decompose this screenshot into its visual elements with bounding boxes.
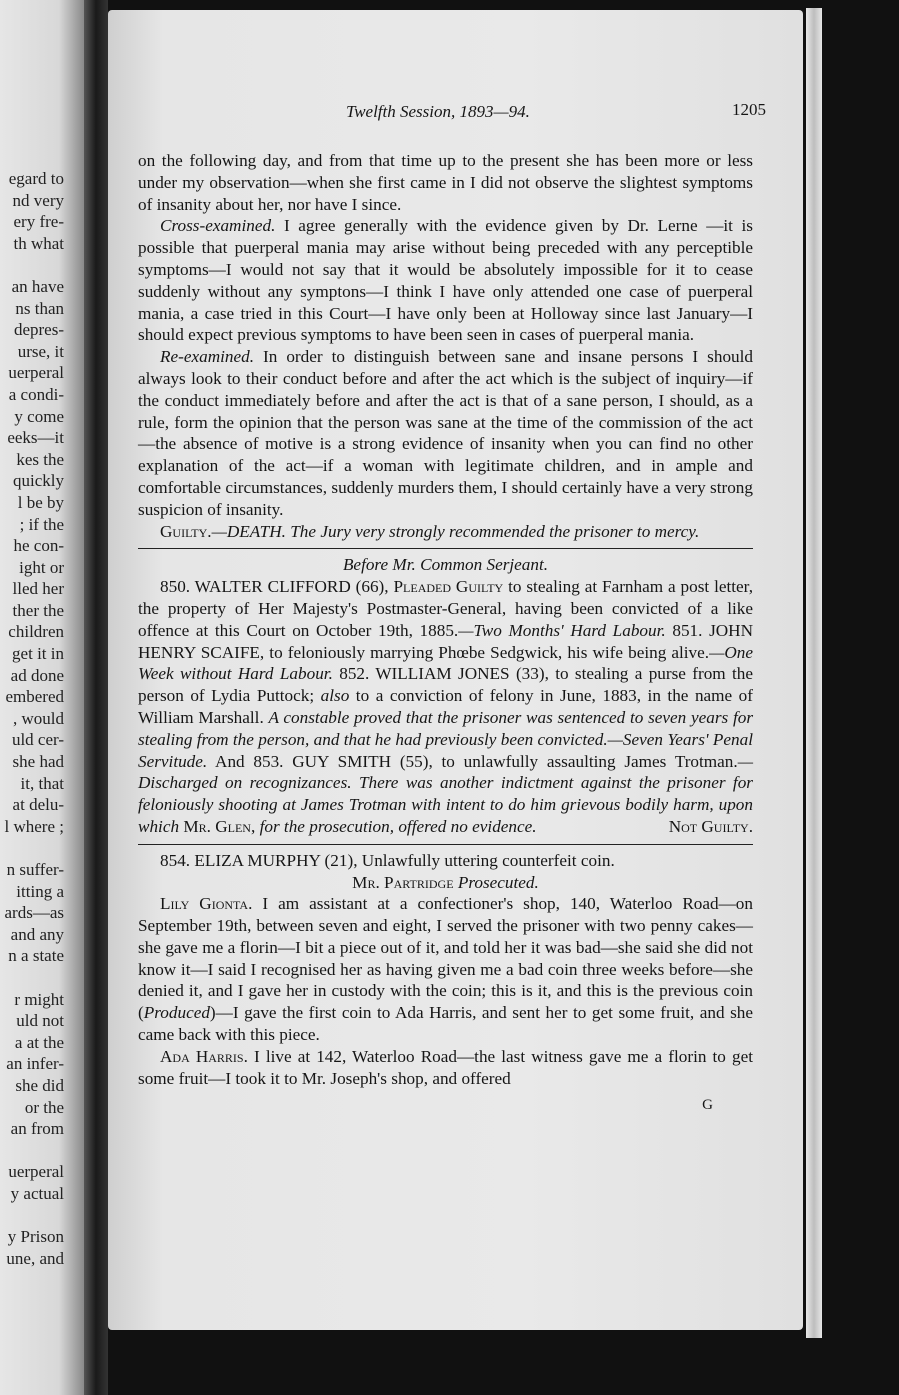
testimony-text-end: )—I gave the first coin to Ada Harris, and sent her to get some fruit, and she came back with this piece. (138, 1003, 753, 1045)
page-body (138, 150, 753, 1117)
paragraph-continuation: on the following day, and from that time up to the present she has been more or less under my observation—when she first came in I did not observe the slightest symptoms of insanity about her, nor have I since. (138, 151, 753, 214)
case-853-verdict: Not Guilty. (668, 816, 753, 836)
left-line-fragment: n a state (8, 946, 64, 966)
left-line-fragment: embered (5, 687, 64, 707)
produced-label: Produced (143, 1003, 210, 1023)
verdict (138, 521, 753, 543)
left-line-fragment: n suffer- (6, 860, 64, 879)
left-line-fragment: y actual (10, 1183, 64, 1203)
page-edge (806, 8, 822, 1338)
left-line-fragment: une, and (6, 1248, 64, 1268)
left-line-fragment: an from (10, 1119, 64, 1139)
left-line-fragment: ery fre- (13, 212, 64, 232)
testimony-harris (138, 1046, 753, 1090)
case-850-text: to stealing at Farnham a post letter, the property of Her Majesty's Postmaster-General, having been convicted of a like offence at this Court on October 19th, 1885. (138, 577, 753, 640)
cross-label: Cross-examined. (160, 216, 276, 236)
case-853-note: —Discharged on recognizances. There was another indictment against the prisoner for feloniously shooting at James Trotman with intent to do him grievous bodily harm, upon which (138, 751, 753, 836)
left-line-fragment: ad done (10, 665, 64, 685)
left-line-fragment: urse, it (17, 341, 64, 361)
left-line-fragment: y Prison (7, 1227, 64, 1247)
case-853-glen: Mr. Glen, (183, 816, 256, 836)
witness-name: Ada Harris. (160, 1046, 248, 1066)
verdict-recommendation: The Jury very strongly recommended the prisoner to mercy. (285, 521, 700, 541)
prosecuted-label: Prosecuted. (453, 872, 539, 892)
case-850-sentence: —Two Months' Hard Labour. (458, 620, 666, 640)
re-examination (138, 346, 753, 520)
pleaded-guilty: Pleaded Guilty (393, 577, 504, 597)
left-line-fragment: l where ; (4, 816, 64, 836)
left-line-fragment (0, 1140, 64, 1162)
left-line-fragment: th what (13, 233, 64, 253)
testimony-text: I live at 142, Waterloo Road—the last witness gave me a florin to get some fruit—I took it to Mr. Joseph's shop, and offered (138, 1046, 753, 1088)
section-rule (138, 844, 753, 845)
left-line-fragment: l be by (17, 492, 64, 512)
left-line-fragment: eeks—it (7, 428, 64, 448)
left-facing-page (0, 0, 84, 1395)
reexam-label: Re-examined. (160, 347, 255, 367)
left-line-fragment: y come (14, 406, 64, 426)
left-line-fragment (0, 254, 64, 276)
verdict-guilty: Guilty. (160, 521, 212, 541)
left-line-fragment: uld cer- (11, 730, 64, 750)
left-line-fragment: nd very (12, 190, 64, 210)
case-854-title: 854. ELIZA MURPHY (21), Unlawfully uttering counterfeit coin. (160, 850, 615, 870)
left-line-fragment: kes the (16, 449, 64, 469)
left-line-fragment: uerperal (8, 1162, 64, 1182)
testimony-text: I am assistant at a confectioner's shop, 140, Waterloo Road—on September 19th, between seven and eight, I served the prisoner with two penny cakes—she gave me a florin—I bit a piece out of it, and told her it was bad—she said she did not know it—I said I recognised her as having given me a bad coin three weeks before—she denied it, and I gave her in custody with the coin; this is it, and this is the previous coin ( (138, 894, 753, 1023)
left-line-fragment: or the (24, 1097, 64, 1117)
left-line-fragment: ; if the (19, 514, 64, 534)
left-line-fragment: depres- (13, 320, 64, 340)
left-line-fragment: an have (11, 276, 64, 296)
prosecutor-name: Mr. Partridge (352, 872, 454, 892)
case-851: 851. JOHN HENRY SCAIFE, to feloniously marrying Phœbe Sedgwick, his wife being alive. (138, 620, 754, 662)
cross-examination (138, 215, 753, 346)
left-line-fragment: lled her (12, 579, 64, 599)
case-854-prosecutor (138, 872, 753, 894)
right-page (108, 10, 803, 1330)
left-line-fragment: , would (13, 708, 64, 728)
case-851-sentence: —One Week without Hard Labour. (138, 642, 753, 684)
left-line-fragment: she had (12, 752, 64, 772)
left-line-fragment: a at the (14, 1032, 64, 1052)
left-line-fragment: egard to (8, 169, 64, 188)
left-line-fragment: ight or (19, 557, 64, 577)
signature-mark: G (702, 1097, 713, 1114)
reexam-text: In order to distinguish between sane and insane persons I should always look to their conduct before and after the act which is the subject of inquiry—if the conduct immediately before and after the act is that of a sane person, I should, as a rule, form the opinion that the person was sane at the time of the commission of the act—the absence of motive is a strong evidence of insanity when you can find no other explanation of the act—if a woman with legitimate children, and in ample and comfortable circumstances, suddenly murders them, I should certainly have a very strong suspicion of insanity. (138, 347, 753, 519)
cross-text: I agree generally with the evidence given by Dr. Lerne —it is possible that puerperal mania may arise without being preceded with any perceptible symptoms—I would not say that it would be absolutely impossible for it to cease suddenly without any symptons—I think I have only attended one case of puerperal mania, a case tried in this Court—I have only been at Holloway since last January—I should expect previous symptoms to have been seen in cases of puerperal mania. (138, 216, 753, 345)
left-line-fragment: itting a (16, 881, 64, 901)
left-line-fragment: ards—as (4, 903, 64, 923)
book-gutter (84, 0, 108, 1395)
page-header (136, 102, 766, 126)
case-852-text: to a conviction of felony in June, 1883, in the name of William Marshall. (138, 686, 753, 727)
left-line-fragment (0, 967, 64, 989)
left-line-fragment: he con- (13, 536, 64, 556)
left-line-fragment: and any (10, 924, 64, 944)
left-line-fragment (0, 837, 64, 859)
running-title: Twelfth Session, 1893—94. (346, 102, 530, 121)
left-line-fragment: ns than (15, 298, 64, 318)
case-852-also: also (320, 686, 350, 706)
case-850: 850. WALTER CLIFFORD (66), (160, 577, 394, 597)
left-line-fragment: r might (14, 989, 64, 1009)
left-line-fragment: quickly (13, 471, 64, 491)
left-line-fragment (0, 1205, 64, 1227)
left-page-text-fragments (0, 168, 64, 1269)
cases-850-853 (138, 576, 753, 838)
case-852: 852. WILLIAM JONES (33), to stealing a purse from the person of Lydia Puttock; (138, 664, 754, 706)
testimony-gionta (138, 893, 753, 1046)
left-line-fragment: a condi- (8, 384, 64, 404)
witness-name: Lily Gionta. (160, 894, 253, 914)
verdict-death: —DEATH. (211, 521, 286, 541)
court-heading: Before Mr. Common Serjeant. (342, 555, 549, 575)
case-853-note-end: for the prosecution, offered no evidence. (255, 816, 537, 836)
left-line-fragment: an infer- (6, 1054, 64, 1074)
left-line-fragment: ther the (12, 600, 64, 620)
left-line-fragment: she did (15, 1075, 64, 1095)
left-line-fragment: at delu- (12, 795, 64, 815)
case-853: And 853. GUY SMITH (55), to unlawfully assaulting James Trotman. (207, 751, 738, 771)
left-line-fragment: uerperal (8, 363, 64, 383)
left-line-fragment: uld not (16, 1011, 64, 1031)
left-line-fragment: it, that (20, 773, 64, 793)
left-line-fragment: children (8, 622, 64, 642)
section-rule (138, 548, 753, 549)
page-number: 1205 (732, 100, 766, 119)
left-line-fragment: get it in (12, 644, 64, 664)
case-852-sentence: A constable proved that the prisoner was sentenced to seven years for stealing from the person, and that he had previously been convicted.—Seven Years' Penal Servitude. (138, 707, 754, 771)
